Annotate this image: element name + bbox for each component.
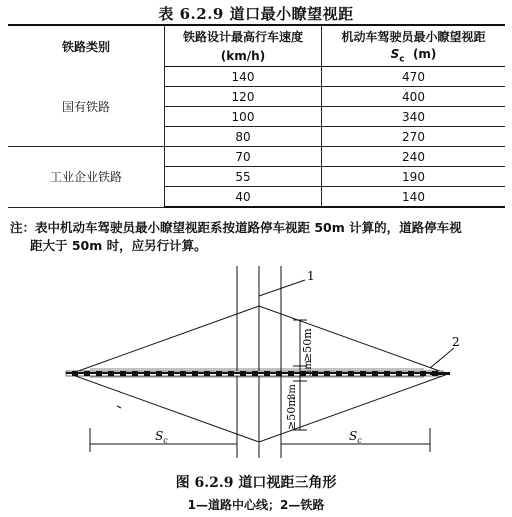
table-cell: 240 xyxy=(322,147,506,167)
note-line-2: 距大于 50m 时，应另行计算。 xyxy=(30,238,207,253)
table-cell: 120 xyxy=(165,87,322,107)
leader-line-2 xyxy=(430,348,454,368)
category-industrial-railway: 工业企业铁路 xyxy=(8,147,165,208)
dim-lower-50m: ≥50m xyxy=(285,396,298,430)
table-cell: 340 xyxy=(322,107,506,127)
table-cell: 400 xyxy=(322,87,506,107)
table-cell: 100 xyxy=(165,107,322,127)
table-cell: 270 xyxy=(322,127,506,147)
table-cell: 70 xyxy=(165,147,322,167)
dim-upper-3m: 3m xyxy=(303,360,314,376)
header-sight-distance: 机动车驾驶员最小瞭望视距 xyxy=(322,25,506,46)
table-cell: 55 xyxy=(165,167,322,187)
sc-label-left: $S_c$ xyxy=(155,429,168,445)
table-cell: 80 xyxy=(165,127,322,147)
dim-lower-3m: 3m xyxy=(287,384,298,400)
figure-title: 图 6.2.9 道口视距三角形 xyxy=(175,475,337,491)
table-note xyxy=(10,219,506,255)
header-speed: 铁路设计最高行车速度 xyxy=(165,25,322,46)
table-cell: 190 xyxy=(322,167,506,187)
sight-distance-table xyxy=(8,24,505,208)
leader-line-1 xyxy=(259,280,305,296)
table-cell: 140 xyxy=(165,67,322,87)
header-sight-distance-unit: $S_c$ (m) xyxy=(322,46,506,67)
dim-upper-50m: ≥50m xyxy=(301,328,314,362)
header-railway-category: 铁路类别 xyxy=(8,25,165,67)
table-cell: 470 xyxy=(322,67,506,87)
sight-triangle-diagram xyxy=(0,258,512,470)
header-speed-unit: (km/h) xyxy=(165,46,322,67)
railway-track xyxy=(66,371,443,376)
category-national-railway: 国有铁路 xyxy=(8,67,165,147)
label-1: 1 xyxy=(307,269,315,283)
table-cell: 40 xyxy=(165,187,322,208)
figure-legend: 1—道路中心线；2—铁路 xyxy=(187,498,325,512)
sc-label-right: $S_c$ xyxy=(349,429,362,445)
table-cell: 140 xyxy=(322,187,506,208)
label-2: 2 xyxy=(452,335,460,349)
table-title: 表 6.2.9 道口最小瞭望视距 xyxy=(158,5,354,23)
note-line-1: 注：表中机动车驾驶员最小瞭望视距系按道路停车视距 50m 计算的，道路停车视 xyxy=(10,220,462,235)
